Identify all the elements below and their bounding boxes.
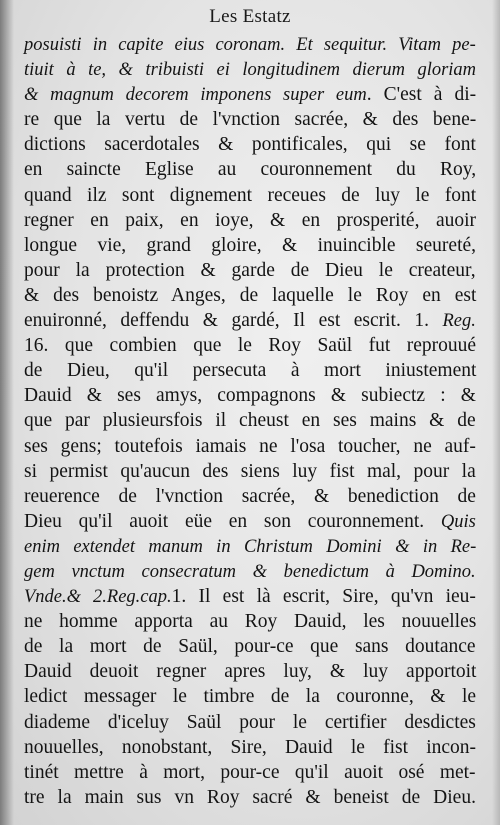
french-text: nouuelles, nonobstant, Sire, Dauid le fist incon- (24, 736, 477, 758)
text-line (24, 785, 476, 810)
french-text: 16. que combien que le Roy Saül fut reprouué (24, 335, 477, 357)
text-line (24, 509, 476, 534)
text-line (24, 157, 476, 182)
french-text: reuerence de l'vnction sacrée, & benediction de (24, 485, 476, 507)
latin-quotation: enim extendet manum in Christum Domini & in Re- (24, 536, 477, 557)
french-text: quand ilz sont dignement receues de luy le font (24, 184, 477, 206)
text-line (24, 82, 476, 107)
french-text: re que la vertu de l'vnction sacrée, & des bene- (24, 109, 477, 131)
french-text: ledict messager le timbre de la couronne, & le (24, 686, 477, 708)
running-head: Les Estatz (209, 6, 291, 27)
text-line (24, 559, 476, 584)
text-line (24, 358, 476, 383)
gutter-shadow (0, 0, 14, 825)
latin-quotation: tiuit à te, & tribuisti ei longitudinem dierum gloriam (24, 60, 477, 81)
text-line (24, 208, 476, 233)
text-line (24, 308, 476, 333)
edge-shadow (492, 0, 500, 825)
french-text: Dauid deuoit regner apres luy, & luy apportoit (24, 661, 477, 683)
latin-quotation: posuisti in capite eius coronam. Et sequitur. Vitam pe- (24, 35, 476, 55)
text-line (24, 534, 476, 559)
french-text: diademe d'iceluy Saül pour le certifier desdictes (24, 711, 476, 733)
text-line (24, 408, 476, 433)
text-line (24, 659, 476, 684)
french-text: . C'est à di- (366, 84, 477, 106)
text-line (24, 735, 476, 760)
french-text: Dieu qu'il auoit eüe en son couronnement. (24, 510, 441, 532)
text-line (24, 484, 476, 509)
text-line (24, 183, 476, 208)
body-text (24, 32, 476, 810)
text-line (24, 132, 476, 157)
french-text: ses gens; toutefois iamais ne l'osa toucher, ne auf- (24, 435, 476, 457)
french-text: dictions sacerdotales & pontificales, qui se font (24, 134, 476, 156)
text-line (24, 333, 476, 358)
text-line (24, 32, 476, 57)
latin-quotation: Quis (440, 511, 476, 532)
text-line (24, 233, 476, 258)
french-text: ne homme apporta au Roy Dauid, les nouuelles (24, 611, 477, 633)
text-line (24, 459, 476, 484)
text-line (24, 710, 476, 735)
latin-quotation: & magnum decorem imponens super eum (24, 85, 367, 106)
french-text: longue vie, grand gloire, & inuincible seureté, (24, 234, 477, 256)
latin-quotation: Vnde.& 2.Reg.cap. (24, 587, 172, 608)
french-text: & des benoistz Anges, de laquelle le Roy en est (24, 284, 477, 306)
text-line (24, 584, 476, 609)
text-line (24, 760, 476, 785)
text-line (24, 283, 476, 308)
french-text: de la mort de Saül, pour-ce que sans doutance (24, 636, 476, 658)
french-text: que par plusieursfois il cheust en ses mains & de (24, 410, 476, 432)
french-text: enuironné, deffendu & gardé, Il est escrit. 1. (24, 310, 443, 332)
text-line (24, 258, 476, 283)
text-line (24, 684, 476, 709)
french-text: pour la protection & garde de Dieu le createur, (24, 259, 476, 281)
text-line (24, 383, 476, 408)
latin-quotation: Reg. (442, 311, 476, 332)
text-line (24, 634, 476, 659)
french-text: regner en paix, en ioye, & en prosperité, auoir (24, 209, 477, 231)
text-line (24, 57, 476, 82)
text-line (24, 434, 476, 459)
french-text: tre la main sus vn Roy sacré & beneist de Dieu. (24, 786, 476, 808)
french-text: Dauid & ses amys, compagnons & subiectz : & (24, 385, 476, 407)
text-line (24, 107, 476, 132)
french-text: en saincte Eglise au couronnement du Roy, (24, 159, 477, 181)
french-text: de Dieu, qu'il persecuta à mort iniustement (24, 360, 477, 382)
french-text: 1. Il est là escrit, Sire, qu'vn ieu- (171, 586, 476, 608)
french-text: tinét mettre à mort, pour-ce qu'il auoit osé met- (24, 761, 476, 783)
text-line (24, 609, 476, 634)
latin-quotation: gem vnctum consecratum & benedictum à Domino. (24, 561, 476, 582)
french-text: si permist qu'aucun des siens luy fist mal, pour la (24, 460, 476, 482)
